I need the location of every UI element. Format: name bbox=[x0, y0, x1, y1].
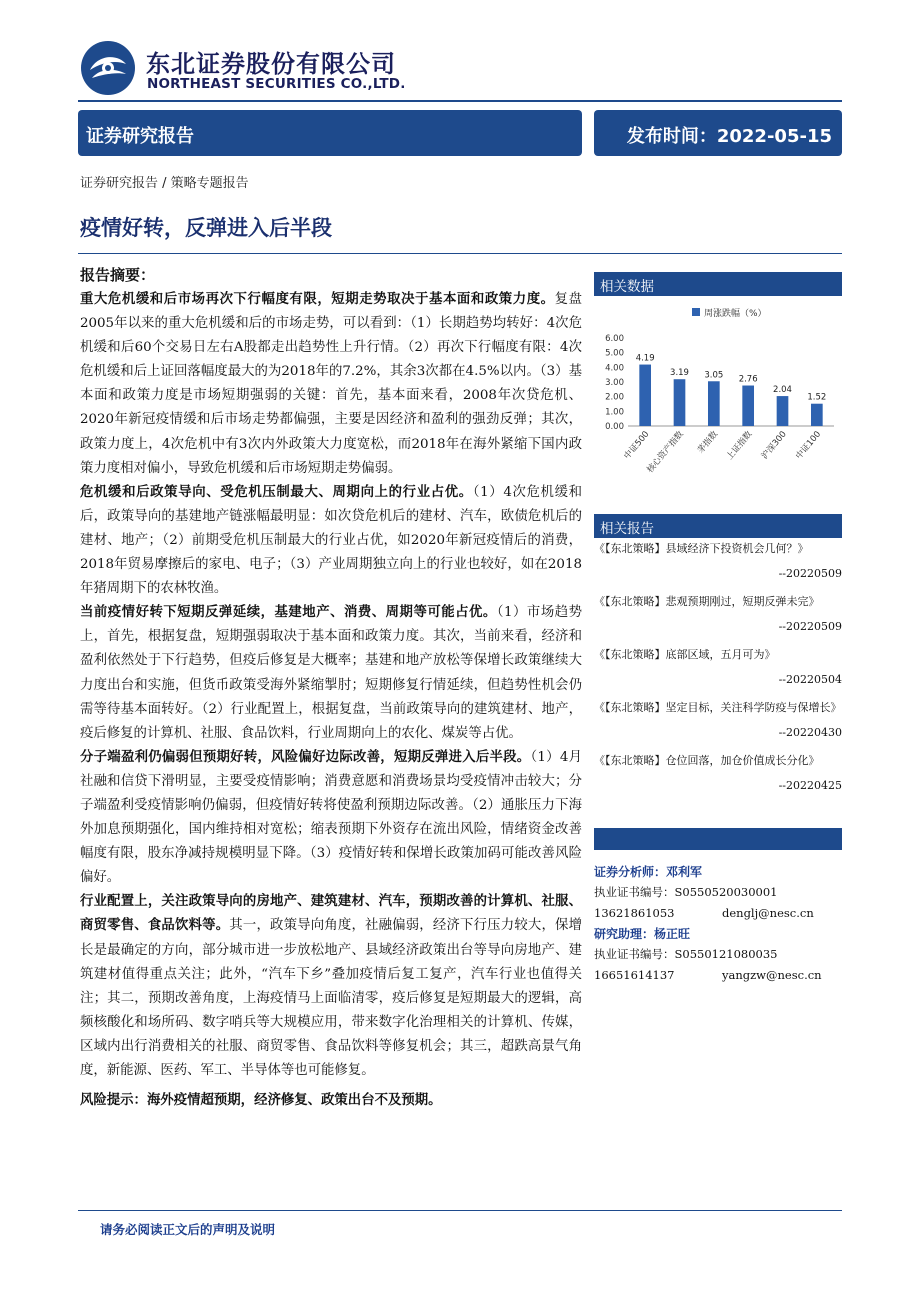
bar bbox=[708, 381, 720, 426]
paragraph-text: （1）4次危机缓和后，政策导向的基建地产链涨幅最明显：如次贷危机后的建材、汽车，欧债危机后的建材、地产；（2）前期受危机压制最大的行业占优，如2020年新冠疫情后的消费，2018年贸易摩擦后的家电、电子；（3）产业周期独立向上的行业也较好，如在2018年猪周期下的农林牧渔。 bbox=[80, 484, 582, 597]
related-reports-heading: 相关报告 bbox=[600, 521, 654, 537]
y-tick-label: 6.00 bbox=[605, 334, 624, 344]
data-label: 2.04 bbox=[773, 385, 792, 396]
paragraph-lead: 行业配置上，关注政策导向的房地产、建筑建材、汽车，预期改善的计算机、社服、商贸零售、食品饮料等。 bbox=[80, 894, 582, 934]
analyst-email[interactable]: yangzw@nesc.cn bbox=[722, 968, 822, 982]
cert-label: 执业证书编号： bbox=[594, 947, 675, 961]
paragraph-text: （1）市场趋势上，首先，根据复盘，短期强弱取决于基本面和政策力度。其次，当前来看，经济和盈利依然处于下行趋势，但疫后修复是大概率；基建和地产放松等保增长政策继续大力度出台和实施，但货币政策受海外紧缩掣肘；短期修复行情延续，但趋势性机会仍需等待基本面转好。（2）行业配置上，根据复盘，当前政策导向的建筑建材、地产，疫后修复的计算机、社服、食品饮料，行业周期向上的农化、煤炭等占优。 bbox=[80, 605, 582, 741]
report-date: --20220430 bbox=[778, 726, 842, 739]
legend-swatch bbox=[692, 308, 700, 316]
category-label: 沪深300 bbox=[759, 429, 789, 462]
risk-warning: 风险提示：海外疫情超预期，经济修复、政策出台不及预期。 bbox=[80, 1093, 442, 1109]
weekly-change-bar-chart bbox=[594, 296, 842, 508]
y-tick-label: 3.00 bbox=[605, 378, 624, 388]
paragraph-text: 复盘2005年以来的重大危机缓和后的市场走势，可以看到：（1）长期趋势均转好：4次危机缓和后60个交易日左右A股都走出趋势性上升行情。（2）再次下行幅度有限：4次危机缓和后上证回落幅度最大的为2018年的7.2%，其余3次都在4.5%以内。（3）基本面和政策力度是市场短期强弱的关键：首先，基本面来看，2008年次贷危机、2020年新冠疫情缓和后市场走势都偏强，主要是因经济和盈利的强劲反弹；其次，政策力度上，4次危机中有3次内外政策大力度宽松，而2018年在海外紧缩下国内政策力度相对偏小，导致危机缓和后市场短期走势偏弱。 bbox=[80, 292, 583, 476]
company-logo-icon bbox=[80, 40, 136, 96]
header-divider bbox=[78, 100, 842, 102]
breadcrumb: 证券研究报告 / 策略专题报告 bbox=[80, 176, 249, 191]
cert-number: S0550520030001 bbox=[674, 885, 778, 899]
data-label: 3.05 bbox=[704, 370, 724, 381]
category-label: 茅指数 bbox=[696, 429, 721, 456]
paragraph-lead: 重大危机缓和后市场再次下行幅度有限，短期走势取决于基本面和政策力度。 bbox=[80, 292, 555, 307]
y-tick-label: 2.00 bbox=[605, 392, 624, 403]
paragraph-lead: 分子端盈利仍偏弱但预期好转，风险偏好边际改善，短期反弹进入后半段。 bbox=[80, 749, 531, 765]
footer-divider bbox=[78, 1210, 842, 1211]
related-report-item[interactable] bbox=[594, 750, 842, 797]
related-report-item[interactable] bbox=[594, 697, 842, 744]
cert-label: 执业证书编号： bbox=[594, 885, 675, 899]
summary-heading: 报告摘要： bbox=[80, 266, 156, 284]
report-date: --20220425 bbox=[778, 779, 842, 792]
y-tick-label: 4.00 bbox=[605, 363, 624, 374]
related-report-item[interactable] bbox=[594, 644, 842, 691]
related-report-item[interactable] bbox=[594, 591, 842, 638]
category-label: 中证100 bbox=[794, 429, 824, 462]
summary-paragraphs bbox=[80, 288, 582, 1083]
analyst-block-2 bbox=[594, 924, 842, 986]
related-reports-header bbox=[594, 514, 842, 538]
related-data-heading: 相关数据 bbox=[600, 279, 654, 295]
report-date: --20220509 bbox=[778, 620, 842, 633]
summary-section bbox=[80, 262, 582, 1113]
legend-label: 周涨跌幅（%） bbox=[704, 309, 767, 319]
bar bbox=[674, 379, 686, 426]
report-date: --20220509 bbox=[778, 567, 842, 580]
company-name-cn: 东北证券股份有限公司 bbox=[146, 50, 396, 78]
related-report-item[interactable] bbox=[594, 538, 842, 585]
analyst-role: 证券分析师：邓利军 bbox=[594, 865, 703, 879]
related-reports-list bbox=[594, 538, 842, 803]
report-title[interactable]: 《【东北策略】悲观预期刚过，短期反弹未完》 bbox=[594, 595, 820, 608]
bar bbox=[777, 396, 789, 426]
report-title[interactable]: 《【东北策略】坚定目标，关注科学防疫与保增长》 bbox=[594, 701, 842, 714]
report-title[interactable]: 《【东北策略】县域经济下投资机会几何？》 bbox=[594, 542, 809, 555]
report-title[interactable]: 《【东北策略】仓位回落，加仓价值成长分化》 bbox=[594, 754, 820, 767]
report-type-bar bbox=[78, 110, 582, 156]
category-label: 核心资产指数 bbox=[645, 429, 686, 476]
bar bbox=[639, 365, 651, 426]
company-name-en: NORTHEAST SECURITIES CO.,LTD. bbox=[147, 76, 406, 92]
title-divider bbox=[78, 253, 842, 254]
analyst-block-1 bbox=[594, 862, 842, 924]
data-label: 3.19 bbox=[670, 368, 689, 379]
data-label: 4.19 bbox=[635, 353, 655, 364]
report-type-label: 证券研究报告 bbox=[86, 126, 194, 147]
analyst-phone: 13621861053 bbox=[594, 906, 675, 920]
y-tick-label: 5.00 bbox=[605, 348, 624, 359]
summary-paragraph bbox=[80, 746, 582, 891]
category-label: 上证指数 bbox=[724, 429, 755, 462]
publish-date-bar bbox=[594, 110, 842, 156]
y-tick-label: 0.00 bbox=[605, 422, 624, 432]
analyst-role: 研究助理：杨正旺 bbox=[594, 927, 691, 941]
data-label: 2.76 bbox=[738, 374, 758, 385]
y-tick-label: 1.00 bbox=[605, 407, 624, 418]
paragraph-text: 其一，政策导向角度，社融偏弱，经济下行压力较大，保增长是最确定的方向，部分城市进一步放松地产、县域经济政策出台等导向房地产、建筑建材值得重点关注；此外，“汽车下乡”叠加疫情后复工复产，汽车行业也值得关注；其二，预期改善角度，上海疫情马上面临清零，疫后修复是短期最大的逻辑，高频核酸化和场所码、数字哨兵等大规模应用，带来数字化治理相关的计算机、传媒，区域内出行消费相关的社服、商贸零售、食品饮料等修复机会；其三，超跌高景气角度，新能源、医药、军工、半导体等也可能修复。 bbox=[80, 918, 582, 1078]
summary-paragraph bbox=[80, 481, 582, 601]
bar bbox=[742, 386, 754, 426]
summary-paragraph bbox=[80, 890, 582, 1083]
analyst-phone: 16651614137 bbox=[594, 968, 675, 982]
analyst-section-bar bbox=[594, 828, 842, 850]
summary-paragraph bbox=[80, 601, 582, 746]
analyst-email[interactable]: denglj@nesc.cn bbox=[722, 906, 814, 920]
paragraph-text: （1）4月社融和信贷下滑明显，主要受疫情影响；消费意愿和消费场景均受疫情冲击较大；分子端盈利受疫情影响仍偏弱，但疫情好转将使盈利预期边际改善。（2）通胀压力下海外加息预期强化，国内维持相对宽松；缩表预期下外资存在流出风险，情绪资金改善幅度有限，股东净减持规模明显下降。（3）疫情好转和保增长政策加码可能改善风险偏好。 bbox=[80, 749, 583, 886]
cert-number: S0550121080035 bbox=[674, 947, 778, 961]
summary-paragraph bbox=[80, 288, 582, 481]
bar bbox=[811, 404, 823, 426]
footer-disclaimer: 请务必阅读正文后的声明及说明 bbox=[100, 1222, 276, 1237]
report-date: --20220504 bbox=[778, 673, 842, 686]
paragraph-lead: 当前疫情好转下短期反弹延续，基建地产、消费、周期等可能占优。 bbox=[80, 605, 497, 621]
category-label: 中证500 bbox=[622, 429, 652, 462]
report-title[interactable]: 《【东北策略】底部区域，五月可为》 bbox=[594, 648, 776, 661]
paragraph-lead: 危机缓和后政策导向、受危机压制最大、周期向上的行业占优。 bbox=[80, 484, 473, 500]
publish-date-label: 发布时间：2022-05-15 bbox=[626, 126, 832, 147]
data-label: 1.52 bbox=[807, 392, 827, 403]
related-data-header bbox=[594, 272, 842, 296]
page-title: 疫情好转，反弹进入后半段 bbox=[80, 216, 332, 240]
